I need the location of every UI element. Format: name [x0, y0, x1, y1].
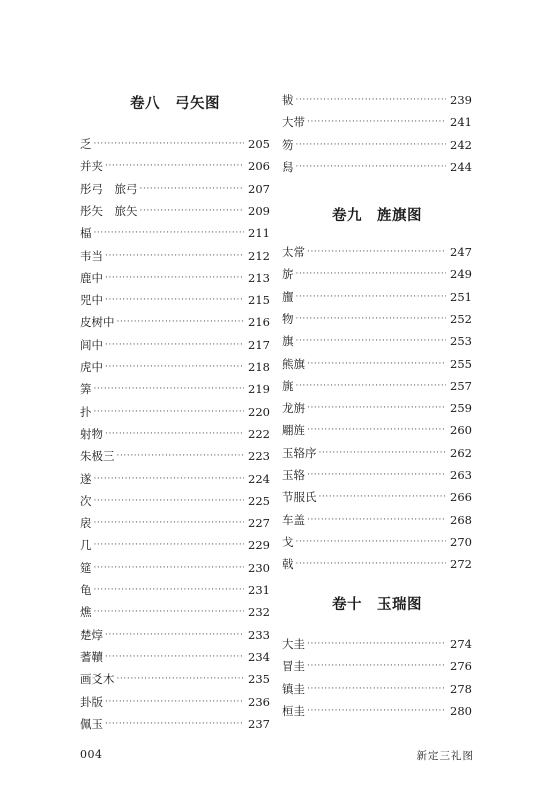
dot-leader [94, 225, 245, 241]
dot-leader [140, 181, 245, 197]
dot-leader [105, 270, 244, 286]
entry-page-number: 252 [450, 311, 472, 326]
entry-page-number: 249 [450, 267, 472, 282]
toc-entry [80, 649, 270, 665]
entry-title: 翢旌 [282, 423, 305, 438]
dot-leader [296, 137, 447, 153]
toc-entry [282, 333, 472, 349]
toc-entry [80, 671, 270, 687]
dot-leader [94, 136, 245, 152]
toc-entry [282, 556, 472, 572]
toc-entry [282, 114, 472, 130]
entry-title: 太常 [282, 245, 305, 259]
entry-page-number: 224 [248, 471, 270, 486]
entry-title: 镇圭 [282, 681, 305, 696]
dot-leader [307, 658, 446, 674]
toc-entry [282, 467, 472, 483]
entry-page-number: 278 [450, 681, 472, 696]
dot-leader [94, 471, 245, 487]
entry-title: 遂 [80, 471, 92, 486]
entry-title: 筵 [80, 560, 92, 575]
entry-page-number: 209 [248, 203, 270, 218]
toc-entry [80, 716, 270, 732]
entry-page-number: 257 [450, 378, 472, 393]
entry-page-number: 260 [450, 423, 472, 438]
section-heading: 卷九 旌旗图 [332, 207, 422, 224]
dot-leader [307, 114, 446, 130]
toc-entry [282, 92, 472, 108]
toc-entry [282, 445, 472, 461]
toc-entry [80, 515, 270, 531]
entry-page-number: 213 [248, 270, 270, 285]
entry-title: 节服氏 [282, 490, 317, 505]
entry-title: 物 [282, 311, 294, 326]
dot-leader [140, 203, 245, 219]
entry-page-number: 235 [248, 672, 270, 687]
entry-page-number: 251 [450, 289, 472, 304]
entry-title: 朱极三 [80, 449, 115, 464]
toc-entry [80, 225, 270, 241]
toc-entry [282, 137, 472, 153]
entry-page-number: 239 [450, 93, 472, 107]
entry-page-number: 218 [248, 360, 270, 374]
toc-entry [80, 560, 270, 576]
entry-page-number: 262 [450, 445, 472, 460]
toc-entry [80, 359, 270, 375]
dot-leader [296, 311, 447, 327]
entry-title: 韦当 [80, 248, 103, 263]
entry-title: 鹿中 [80, 270, 103, 285]
toc-entry [80, 181, 270, 197]
entry-page-number: 234 [248, 649, 270, 664]
dot-leader [94, 604, 245, 620]
toc-entry [80, 582, 270, 598]
entry-page-number: 244 [450, 159, 472, 174]
entry-title: 旗 [282, 334, 294, 349]
toc-entry [282, 512, 472, 528]
dot-leader [307, 244, 446, 260]
entry-title: 旂 [282, 267, 294, 282]
dot-leader [117, 448, 245, 464]
toc-entry [282, 356, 472, 372]
toc-entry [80, 448, 270, 464]
toc-entry [80, 381, 270, 397]
toc-entry [80, 292, 270, 308]
entry-page-number: 242 [450, 137, 472, 152]
entry-title: 戟 [282, 557, 294, 572]
dot-leader [105, 627, 244, 643]
dot-leader [117, 314, 245, 330]
dot-leader [94, 515, 245, 531]
dot-leader [307, 422, 446, 438]
entry-page-number: 237 [248, 716, 270, 731]
entry-page-number: 233 [248, 627, 270, 642]
section-heading: 卷八 弓矢图 [130, 95, 220, 112]
entry-title: 佩玉 [80, 716, 103, 731]
dot-leader [94, 493, 245, 509]
dot-leader [307, 400, 446, 416]
toc-entry [282, 703, 472, 719]
dot-leader [94, 537, 245, 553]
entry-title: 并夹 [80, 159, 103, 174]
entry-title: 冒圭 [282, 659, 305, 674]
entry-title: 戈 [282, 534, 294, 549]
entry-page-number: 266 [450, 490, 472, 505]
toc-entry [282, 681, 472, 697]
toc-entry [282, 422, 472, 438]
dot-leader [319, 489, 447, 505]
entry-page-number: 241 [450, 115, 472, 130]
entry-title: 桓圭 [282, 703, 305, 718]
dot-leader [307, 636, 446, 652]
entry-page-number: 236 [248, 694, 270, 709]
entry-title: 皮树中 [80, 315, 115, 330]
entry-title: 兕中 [80, 293, 103, 308]
entry-title: 旐 [282, 378, 294, 393]
dot-leader [105, 716, 244, 732]
entry-page-number: 270 [450, 534, 472, 549]
toc-entry [80, 537, 270, 553]
entry-title: 燋 [80, 605, 92, 620]
entry-page-number: 263 [450, 468, 472, 482]
entry-title: 彤矢 旅矢 [80, 203, 138, 218]
entry-page-number: 259 [450, 401, 472, 416]
toc-entry [80, 203, 270, 219]
entry-title: 大带 [282, 115, 305, 130]
entry-title: 蓍韇 [80, 649, 103, 664]
toc-entry [80, 270, 270, 286]
toc-entry [80, 248, 270, 264]
entry-title: 扆 [80, 516, 92, 531]
dot-leader [105, 649, 244, 665]
toc-entry [282, 658, 472, 674]
entry-page-number: 225 [248, 493, 270, 508]
running-footer-title: 新定三礼图 [416, 750, 474, 762]
entry-page-number: 232 [248, 605, 270, 620]
entry-title: 龙旃 [282, 401, 305, 416]
entry-title: 大圭 [282, 637, 305, 651]
entry-title: 次 [80, 493, 92, 508]
toc-entry [80, 314, 270, 330]
entry-page-number: 272 [450, 557, 472, 572]
dot-leader [296, 289, 447, 305]
toc-entry [282, 159, 472, 175]
toc-entry [80, 136, 270, 152]
toc-entry [80, 404, 270, 420]
dot-leader [94, 582, 245, 598]
dot-leader [307, 467, 446, 483]
entry-title: 旜 [282, 289, 294, 304]
entry-title: 玉辂序 [282, 445, 317, 460]
entry-page-number: 211 [248, 226, 270, 241]
page-number: 004 [80, 748, 103, 761]
toc-entry [282, 311, 472, 327]
dot-leader [296, 92, 447, 108]
section-heading: 卷十 玉瑞图 [332, 596, 422, 613]
entry-page-number: 276 [450, 659, 472, 674]
entry-title: 扑 [80, 404, 92, 419]
entry-page-number: 268 [450, 512, 472, 527]
entry-page-number: 205 [248, 137, 270, 151]
dot-leader [105, 359, 244, 375]
entry-page-number: 253 [450, 334, 472, 349]
dot-leader [105, 694, 244, 710]
dot-leader [105, 426, 244, 442]
entry-title: 卦版 [80, 694, 103, 709]
dot-leader [307, 681, 446, 697]
entry-page-number: 207 [248, 181, 270, 196]
entry-page-number: 206 [248, 159, 270, 174]
entry-title: 车盖 [282, 512, 305, 527]
dot-leader [94, 404, 245, 420]
dot-leader [94, 560, 245, 576]
entry-page-number: 216 [248, 315, 270, 330]
entry-title: 闾中 [80, 337, 103, 352]
entry-page-number: 274 [450, 637, 472, 651]
entry-page-number: 219 [248, 382, 270, 397]
entry-title: 楅 [80, 226, 92, 241]
entry-page-number: 220 [248, 404, 270, 419]
entry-title: 舄 [282, 159, 294, 174]
toc-entry [282, 266, 472, 282]
toc-entry [282, 534, 472, 550]
dot-leader [105, 292, 244, 308]
dot-leader [307, 703, 446, 719]
dot-leader [296, 556, 447, 572]
toc-entry [80, 158, 270, 174]
dot-leader [105, 158, 244, 174]
toc-entry [282, 636, 472, 652]
entry-title: 几 [80, 538, 92, 553]
toc-entry [80, 337, 270, 353]
toc-entry [80, 426, 270, 442]
dot-leader [296, 159, 447, 175]
toc-entry [80, 471, 270, 487]
dot-leader [105, 248, 244, 264]
entry-page-number: 227 [248, 516, 270, 531]
entry-page-number: 215 [248, 293, 270, 308]
dot-leader [307, 356, 446, 372]
dot-leader [296, 333, 447, 349]
entry-title: 筭 [80, 382, 92, 397]
entry-page-number: 247 [450, 245, 472, 259]
entry-page-number: 223 [248, 449, 270, 464]
toc-entry [80, 627, 270, 643]
entry-page-number: 231 [248, 583, 270, 597]
entry-page-number: 229 [248, 538, 270, 553]
toc-entry [80, 493, 270, 509]
dot-leader [307, 512, 446, 528]
dot-leader [105, 337, 244, 353]
dot-leader [319, 445, 447, 461]
entry-title: 玉辂 [282, 468, 305, 482]
entry-title: 笏 [282, 137, 294, 152]
entry-page-number: 280 [450, 703, 472, 718]
toc-entry [80, 604, 270, 620]
toc-entry [80, 694, 270, 710]
entry-page-number: 222 [248, 426, 270, 441]
entry-title: 射物 [80, 426, 103, 441]
entry-title: 乏 [80, 137, 92, 151]
toc-entry [282, 244, 472, 260]
entry-title: 楚焞 [80, 627, 103, 642]
dot-leader [94, 381, 245, 397]
entry-page-number: 230 [248, 560, 270, 575]
entry-page-number: 217 [248, 337, 270, 352]
dot-leader [117, 671, 245, 687]
entry-title: 韨 [282, 93, 294, 107]
entry-title: 龟 [80, 583, 92, 597]
entry-title: 画爻木 [80, 672, 115, 687]
toc-entry [282, 400, 472, 416]
entry-title: 虎中 [80, 360, 103, 374]
entry-page-number: 212 [248, 248, 270, 263]
toc-entry [282, 289, 472, 305]
dot-leader [296, 266, 447, 282]
entry-title: 彤弓 旅弓 [80, 181, 138, 196]
dot-leader [296, 378, 447, 394]
toc-entry [282, 489, 472, 505]
toc-entry [282, 378, 472, 394]
entry-title: 熊旗 [282, 356, 305, 371]
dot-leader [296, 534, 447, 550]
entry-page-number: 255 [450, 356, 472, 371]
